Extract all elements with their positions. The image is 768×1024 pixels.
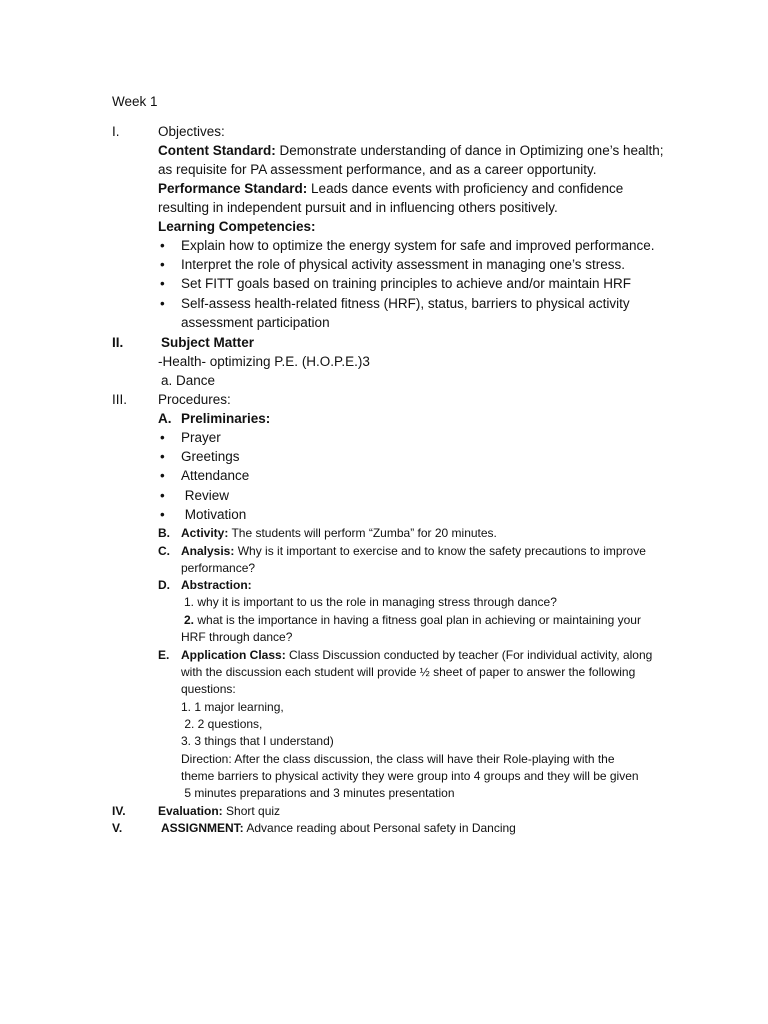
preliminary-item: Motivation bbox=[181, 507, 247, 522]
question-text: what is the importance in having a fitness goal plan in achieving or maintaining your bbox=[194, 613, 641, 627]
procedures-heading: Procedures: bbox=[158, 392, 231, 407]
evaluation-text: Short quiz bbox=[222, 804, 281, 818]
abstraction-label: Abstraction: bbox=[181, 578, 252, 592]
assignment-text: Advance reading about Personal safety in Dancing bbox=[243, 821, 516, 835]
subject-matter-line: -Health- optimizing P.E. (H.O.P.E.)3 bbox=[158, 354, 370, 369]
step-letter-c: C. bbox=[158, 544, 170, 558]
question-text: why it is important to us the role in managing stress through dance? bbox=[194, 595, 557, 609]
preliminary-item: Attendance bbox=[181, 468, 250, 483]
application-text: Class Discussion conducted by teacher (For individual activity, along bbox=[285, 648, 653, 662]
analysis-label: Analysis: bbox=[181, 544, 235, 558]
content-standard-text: Demonstrate understanding of dance in Optimizing one’s health; bbox=[275, 143, 664, 158]
analysis-text-cont: performance? bbox=[181, 561, 256, 575]
direction-text-cont: 5 minutes preparations and 3 minutes presentation bbox=[181, 786, 455, 800]
application-text-cont: with the discussion each student will provide ½ sheet of paper to answer the following bbox=[181, 665, 636, 679]
question-number: 2. bbox=[184, 613, 195, 627]
application-text-cont: questions: bbox=[181, 682, 236, 696]
week-title: Week 1 bbox=[112, 94, 158, 109]
competency-item: Explain how to optimize the energy system for safe and improved performance. bbox=[181, 238, 655, 253]
preliminaries-label: Preliminaries: bbox=[181, 411, 271, 426]
assignment-label: ASSIGNMENT: bbox=[161, 821, 244, 835]
assignment-line bbox=[161, 821, 516, 835]
bullet-icon bbox=[160, 449, 165, 464]
content-standard-label: Content Standard: bbox=[158, 143, 276, 158]
bullet-icon bbox=[160, 468, 165, 483]
preliminary-item: Prayer bbox=[181, 430, 221, 445]
roman-numeral-v: V. bbox=[112, 821, 123, 835]
application-list-item: 1. 1 major learning, bbox=[181, 700, 284, 714]
activity-text: The students will perform “Zumba” for 20 minutes. bbox=[228, 526, 497, 540]
abstraction-question-cont: HRF through dance? bbox=[181, 630, 293, 644]
activity-label: Activity: bbox=[181, 526, 229, 540]
bullet-icon bbox=[160, 430, 165, 445]
preliminary-item: Review bbox=[181, 488, 230, 503]
application-list-item: 3. 3 things that I understand) bbox=[181, 734, 334, 748]
competency-item: Set FITT goals based on training principles to achieve and/or maintain HRF bbox=[181, 276, 631, 291]
direction-text-cont: theme barriers to physical activity they were group into 4 groups and they will be given bbox=[181, 769, 639, 783]
roman-numeral-iv: IV. bbox=[112, 804, 126, 818]
subject-matter-heading: Subject Matter bbox=[161, 335, 255, 350]
abstraction-question bbox=[184, 595, 557, 609]
application-line bbox=[181, 648, 652, 662]
abstraction-question bbox=[184, 613, 641, 627]
roman-numeral-iii: III. bbox=[112, 392, 128, 407]
roman-numeral-i: I. bbox=[112, 124, 120, 139]
competency-item: Interpret the role of physical activity assessment in managing one’s stress. bbox=[181, 257, 625, 272]
analysis-line bbox=[181, 544, 646, 558]
application-label: Application Class: bbox=[181, 648, 286, 662]
bullet-icon bbox=[160, 238, 165, 253]
activity-line bbox=[181, 526, 497, 540]
performance-standard-text-cont: resulting in independent pursuit and in influencing others positively. bbox=[158, 200, 558, 215]
analysis-text: Why is it important to exercise and to know the safety precautions to improve bbox=[234, 544, 646, 558]
evaluation-line bbox=[158, 804, 280, 818]
performance-standard-line bbox=[158, 181, 623, 196]
bullet-icon bbox=[160, 488, 165, 503]
bullet-icon bbox=[160, 276, 165, 291]
objectives-heading: Objectives: bbox=[158, 124, 225, 139]
competency-item-cont: assessment participation bbox=[181, 315, 330, 330]
content-standard-line bbox=[158, 143, 664, 158]
application-list-item: 2. 2 questions, bbox=[181, 717, 263, 731]
content-standard-text-cont: as requisite for PA assessment performance, and as a career opportunity. bbox=[158, 162, 597, 177]
question-number: 1. bbox=[184, 595, 195, 609]
subject-matter-line: a. Dance bbox=[161, 373, 216, 388]
learning-competencies-label: Learning Competencies: bbox=[158, 219, 316, 234]
step-letter-e: E. bbox=[158, 648, 170, 662]
bullet-icon bbox=[160, 257, 165, 272]
step-letter-d: D. bbox=[158, 578, 170, 592]
direction-text: Direction: After the class discussion, the class will have their Role-playing with the bbox=[181, 752, 615, 766]
performance-standard-label: Performance Standard: bbox=[158, 181, 308, 196]
bullet-icon bbox=[160, 507, 165, 522]
step-letter-b: B. bbox=[158, 526, 170, 540]
evaluation-label: Evaluation: bbox=[158, 804, 223, 818]
performance-standard-text: Leads dance events with proficiency and confidence bbox=[307, 181, 624, 196]
preliminary-item: Greetings bbox=[181, 449, 240, 464]
step-letter-a: A. bbox=[158, 411, 172, 426]
competency-item: Self-assess health-related fitness (HRF), status, barriers to physical activity bbox=[181, 296, 630, 311]
bullet-icon bbox=[160, 296, 165, 311]
roman-numeral-ii: II. bbox=[112, 335, 124, 350]
